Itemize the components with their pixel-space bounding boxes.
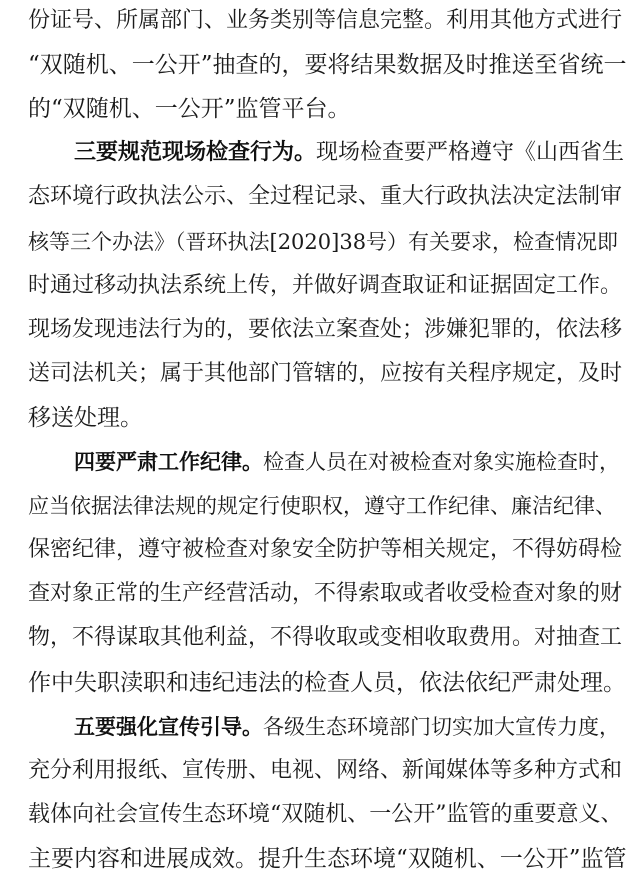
body-line: 移送处理。 [28, 405, 143, 431]
body-line: 送司法机关；属于其他部门管辖的，应按有关程序规定，及时 [28, 361, 623, 386]
body-text: 各级生态环境部门切实加大宣传力度， [263, 715, 620, 739]
body-line: 时通过移动执法系统上传，并做好调查取证和证据固定工作。 [28, 273, 623, 298]
section-heading: 四要严肃工作纪律。 [74, 450, 263, 474]
section-heading: 三要规范现场检查行为。 [74, 140, 317, 165]
body-line: 载体向社会宣传生态环境“双随机、一公开”监管的重要意义、 [28, 802, 623, 827]
paragraph-line-with-heading [74, 447, 620, 477]
body-line: 应当依据法律法规的规定行使职权，遵守工作纪律、廉洁纪律、 [28, 494, 616, 518]
section-heading: 五要强化宣传引导。 [74, 715, 263, 739]
paragraph-line-with-heading [74, 138, 624, 168]
body-line: 态环境行政执法公示、全过程记录、重大行政执法决定法制审 [28, 184, 623, 209]
body-line: 主要内容和进展成效。提升生态环境“双随机、一公开”监管 [28, 846, 627, 872]
body-text: 检查人员在对被检查对象实施检查时， [263, 450, 620, 474]
body-line: 保密纪律，遵守被检查对象安全防护等相关规定，不得妨碍检 [28, 537, 623, 562]
body-line: 查对象正常的生产经营活动，不得索取或者收受检查对象的财 [28, 581, 623, 606]
body-line: 核等三个办法》（晋环执法[2020]38号）有关要求，检查情况即 [28, 230, 619, 254]
body-line: 现场发现违法行为的，要依法立案查处；涉嫌犯罪的，依法移 [28, 317, 623, 342]
body-line: “双随机、一公开”抽查的，要将结果数据及时推送至省统一 [28, 52, 627, 78]
paragraph-line-with-heading [74, 712, 620, 742]
body-line: 份证号、所属部门、业务类别等信息完整。利用其他方式进行 [28, 8, 623, 33]
body-line: 作中失职渎职和违纪违法的检查人员，依法依纪严肃处理。 [28, 670, 626, 696]
body-line: 的“双随机、一公开”监管平台。 [28, 96, 351, 122]
body-line: 物，不得谋取其他利益，不得收取或变相收取费用。对抽查工 [28, 625, 623, 650]
body-text: 现场检查要严格遵守《山西省生 [316, 140, 625, 165]
body-line: 充分利用报纸、宣传册、电视、网络、新闻媒体等多种方式和 [28, 758, 623, 783]
